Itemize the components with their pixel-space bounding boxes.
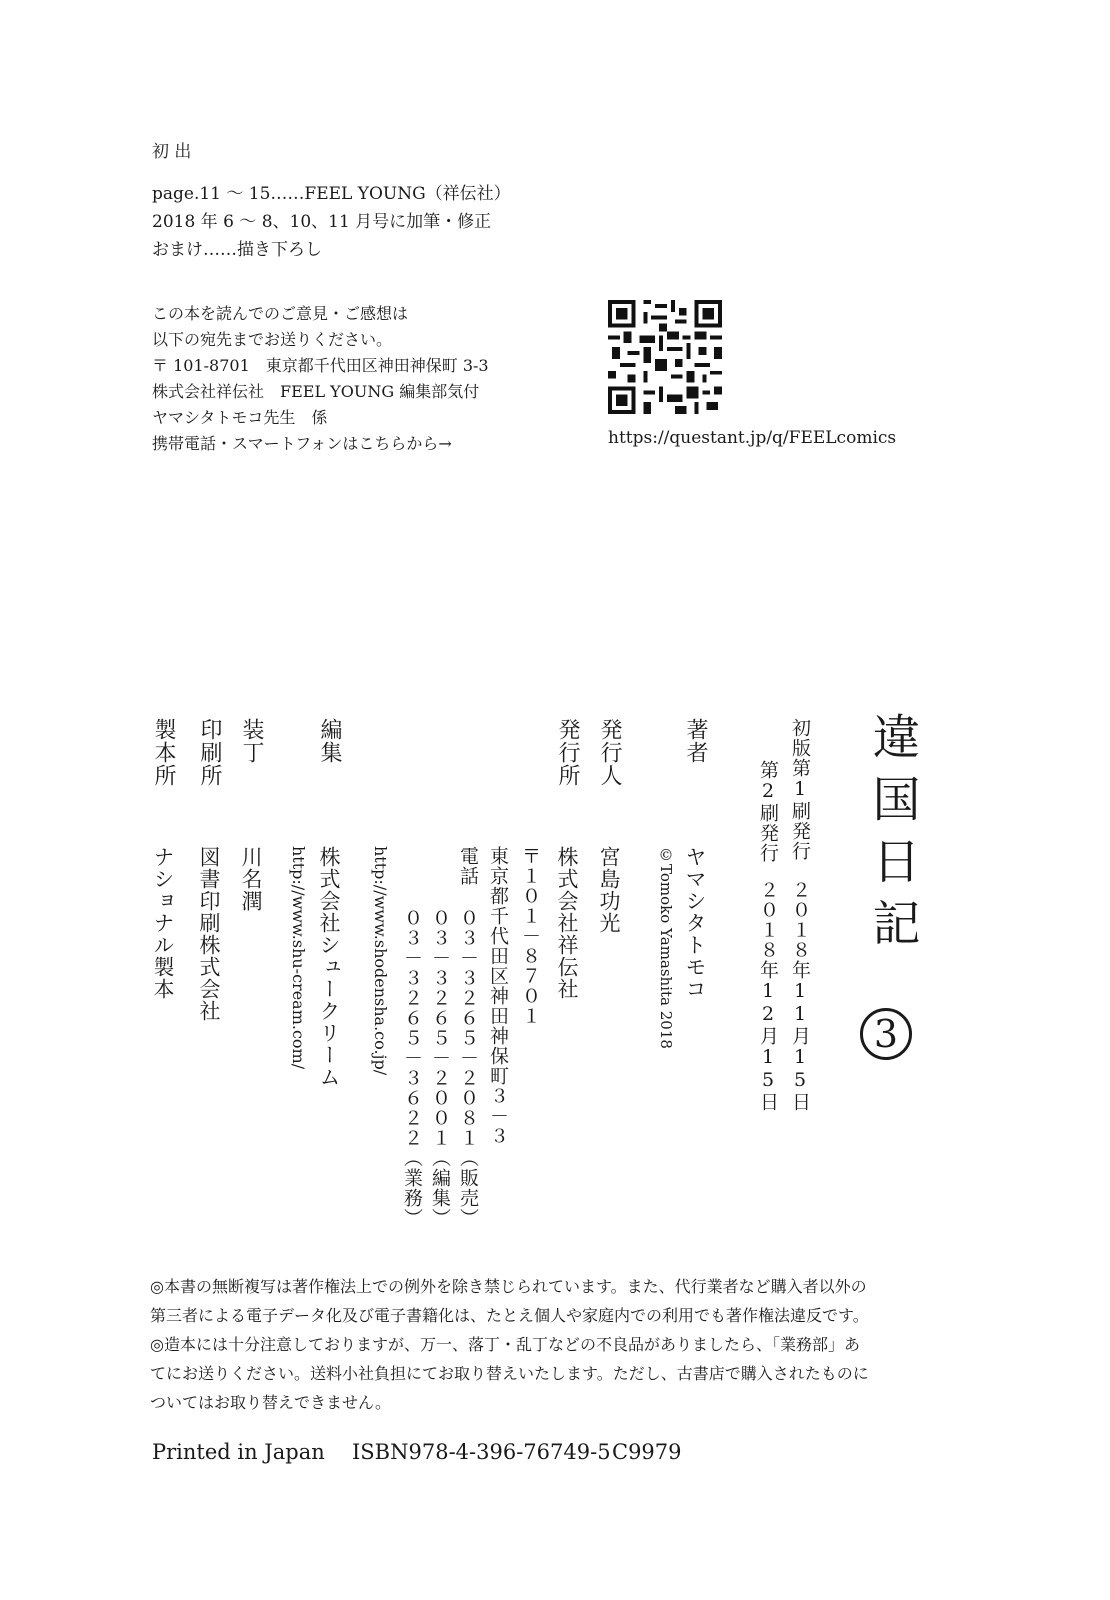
feedback-line-2: 以下の宛先までお送りください。 bbox=[152, 330, 393, 349]
editor-url[interactable]: http://www.shu-cream.com/ bbox=[289, 846, 308, 1070]
author-name: ヤマシタトモコ bbox=[683, 846, 707, 1000]
feedback-line-3: 〒 101-8701 東京都千代田区神田神保町 3-3 bbox=[152, 356, 489, 375]
qr-code-icon[interactable] bbox=[608, 300, 722, 414]
binder-label: 製本所 bbox=[151, 718, 176, 787]
notice-line-1: ◎本書の無断複写は著作権法上での例外を除き禁じられています。また、代行業者など購入者以外の bbox=[150, 1277, 867, 1296]
notice-line-3: ◎造本には十分注意しておりますが、万一、落丁・乱丁などの不良品がありましたら、「業務部」あ bbox=[150, 1335, 860, 1354]
questionnaire-url[interactable]: https://questant.jp/q/FEELcomics bbox=[608, 428, 897, 448]
binder-name: ナショナル製本 bbox=[151, 846, 175, 1000]
publisher-person-name: 宮島功光 bbox=[597, 846, 621, 934]
design-name: 川名潤 bbox=[239, 846, 263, 912]
feedback-line-4: 株式会社祥伝社 FEEL YOUNG 編集部気付 bbox=[152, 382, 480, 401]
publisher-label: 発行所 bbox=[555, 718, 580, 787]
notice-line-5: ついてはお取り替えできません。 bbox=[150, 1393, 391, 1412]
publisher-address: 東京都千代田区神田神保町３－３ bbox=[487, 846, 509, 1146]
editor-name: 株式会社シュークリーム bbox=[317, 846, 341, 1088]
author-label: 著者 bbox=[683, 718, 708, 764]
c-code: C9979 bbox=[612, 1440, 682, 1464]
isbn: ISBN978-4-396-76749-5 bbox=[352, 1440, 611, 1464]
printed-in-japan: Printed in Japan bbox=[152, 1440, 325, 1464]
publisher-url[interactable]: http://www.shodensha.co.jp/ bbox=[371, 846, 390, 1076]
publisher-postal: 〒１０１－８７０１ bbox=[519, 846, 541, 1026]
edition-1-label: 初版第1刷発行 bbox=[789, 718, 811, 861]
feedback-line-1: この本を読んでのご意見・ご感想は bbox=[152, 304, 409, 323]
feedback-line-6: 携帯電話・スマートフォンはこちらから→ bbox=[152, 434, 452, 453]
copyright-text: ©Tomoko Yamashita 2018 bbox=[657, 846, 675, 1049]
first-appearance-heading: 初 出 bbox=[152, 142, 192, 162]
first-appearance-line-2: 2018 年 6 ～ 8、10、11 月号に加筆・修正 bbox=[152, 212, 492, 232]
phone-sales: ０３－３２６５－２０８１（販売） bbox=[457, 908, 479, 1228]
editor-label: 編集 bbox=[317, 718, 342, 764]
book-title: 違国日記 bbox=[864, 712, 920, 960]
notice-line-4: てにお送りください。送料小社負担にてお取り替えいたします。ただし、古書店で購入されたものに bbox=[150, 1364, 869, 1383]
publisher-name: 株式会社祥伝社 bbox=[555, 846, 579, 1000]
edition-2-date: ２０１８年12月15日 bbox=[757, 880, 779, 1112]
publisher-person-label: 発行人 bbox=[597, 718, 622, 787]
edition-2-label: 第2刷発行 bbox=[757, 760, 779, 863]
printer-name: 図書印刷株式会社 bbox=[197, 846, 221, 1022]
first-appearance-line-3: おまけ……描き下ろし bbox=[152, 240, 322, 260]
phone-business: ０３－３２６５－３６２２（業務） bbox=[401, 908, 423, 1228]
edition-1-date: ２０１８年11月15日 bbox=[789, 880, 811, 1112]
notice-line-2: 第三者による電子データ化及び電子書籍化は、たとえ個人や家庭内での利用でも著作権法違反です。 bbox=[150, 1306, 869, 1325]
printer-label: 印刷所 bbox=[197, 718, 222, 787]
volume-number: 3 bbox=[860, 1008, 912, 1060]
phone-label: 電話 bbox=[457, 846, 479, 886]
first-appearance-line-1: page.11 ～ 15……FEEL YOUNG（祥伝社） bbox=[152, 184, 511, 204]
feedback-line-5: ヤマシタトモコ先生 係 bbox=[152, 408, 328, 427]
phone-editorial: ０３－３２６５－２００１（編集） bbox=[429, 908, 451, 1228]
design-label: 装丁 bbox=[239, 718, 264, 764]
